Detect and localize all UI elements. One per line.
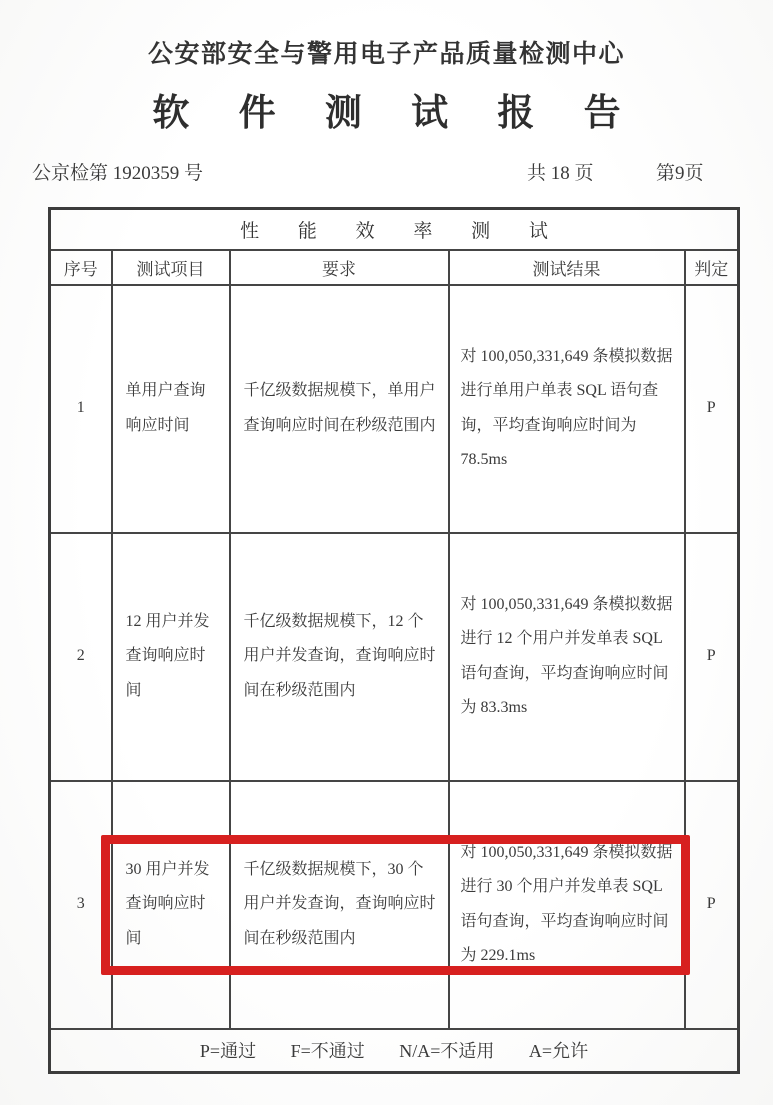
doc-title: 软 件 测 试 报 告 xyxy=(152,93,641,134)
cell-test-result: 对 100,050,331,649 条模拟数据进行 30 个用户并发单表 SQL 语句查询，平均查询响应时间为 229.1ms xyxy=(449,781,685,1029)
cell-test-item: 30 用户并发查询响应时间 xyxy=(112,781,230,1029)
legend-row xyxy=(50,1029,739,1073)
cell-test-result: 对 100,050,331,649 条模拟数据进行 12 个用户并发单表 SQL 语句查询，平均查询响应时间为 83.3ms xyxy=(449,533,685,781)
cell-test-item: 单用户查询响应时间 xyxy=(112,285,230,533)
col-header-test-item: 测试项目 xyxy=(112,250,230,285)
cell-test-item: 12 用户并发查询响应时间 xyxy=(112,533,230,781)
total-pages: 共 18 页 xyxy=(527,163,594,184)
col-header-verdict: 判定 xyxy=(685,250,739,285)
table-row xyxy=(50,533,739,781)
table-section-title-row xyxy=(50,209,739,250)
cell-verdict: P xyxy=(685,533,739,781)
legend-pass: P=通过 xyxy=(199,1041,257,1062)
table-row-highlighted xyxy=(50,781,739,1029)
cell-requirement: 千亿级数据规模下，单用户查询响应时间在秒级范围内 xyxy=(230,285,449,533)
legend-allowed: A=允许 xyxy=(528,1041,589,1062)
cell-requirement: 千亿级数据规模下，30 个用户并发查询，查询响应时间在秒级范围内 xyxy=(230,781,449,1029)
col-header-test-result: 测试结果 xyxy=(449,250,685,285)
cell-test-result: 对 100,050,331,649 条模拟数据进行单用户单表 SQL 语句查询，平均查询响应时间为 78.5ms xyxy=(449,285,685,533)
col-header-requirement: 要求 xyxy=(230,250,449,285)
table-row xyxy=(50,285,739,533)
table-header-row xyxy=(50,250,739,285)
legend-fail: F=不通过 xyxy=(290,1041,365,1062)
cell-seq: 1 xyxy=(50,285,112,533)
cell-seq: 3 xyxy=(50,781,112,1029)
org-title: 公安部安全与警用电子产品质量检测中心 xyxy=(147,41,625,68)
col-header-seq: 序号 xyxy=(50,250,112,285)
cell-verdict: P xyxy=(685,781,739,1029)
cell-seq: 2 xyxy=(50,533,112,781)
current-page: 第9页 xyxy=(656,163,704,184)
doc-number: 公京检第 1920359 号 xyxy=(32,163,204,184)
doc-meta-row xyxy=(0,158,773,188)
table-section-title: 性 能 效 率 测 试 xyxy=(50,209,739,250)
legend-not-applicable: N/A=不适用 xyxy=(399,1041,495,1062)
performance-test-table xyxy=(48,207,740,1074)
cell-requirement: 千亿级数据规模下，12 个用户并发查询，查询响应时间在秒级范围内 xyxy=(230,533,449,781)
verdict-legend xyxy=(50,1029,739,1073)
cell-verdict: P xyxy=(685,285,739,533)
